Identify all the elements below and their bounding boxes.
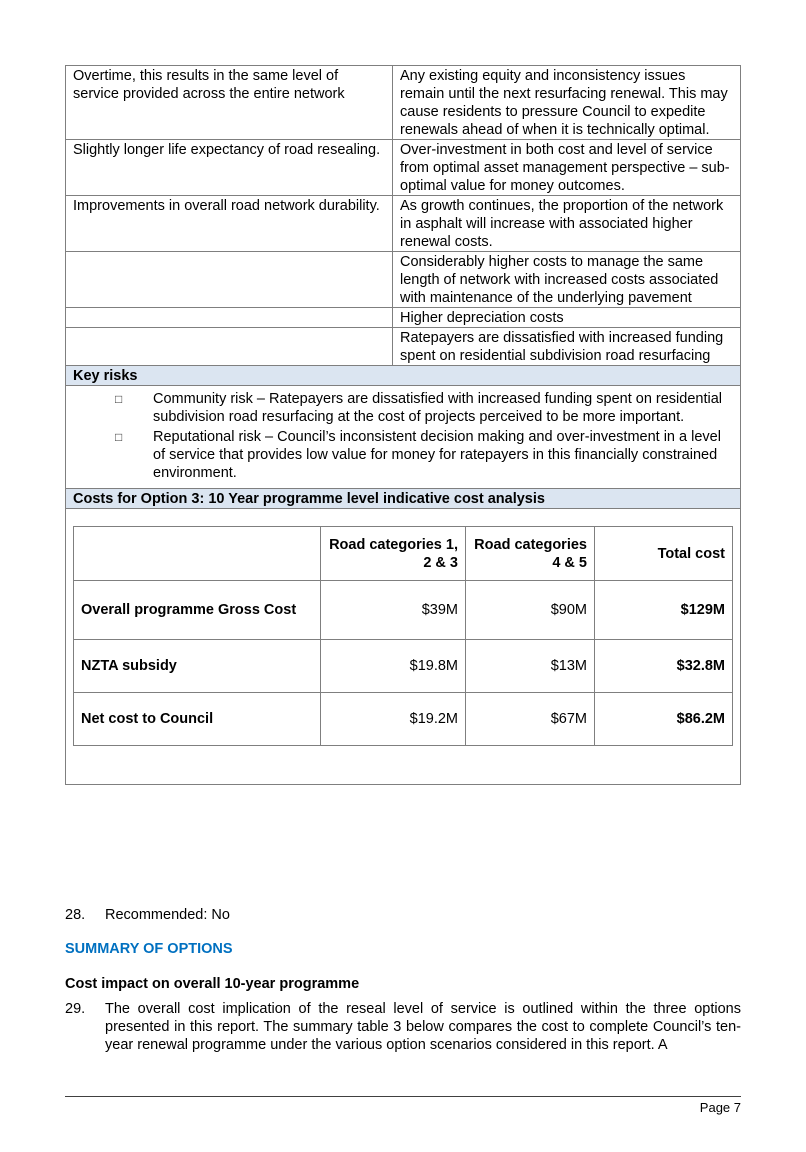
subheading: Cost impact on overall 10-year programme (65, 976, 360, 992)
cost-header-cat123: Road categories 1, 2 & 3 (321, 527, 466, 581)
cost-row-label: NZTA subsidy (74, 640, 321, 693)
cost-cat123: $19.2M (321, 693, 466, 746)
footer-divider (65, 1096, 741, 1097)
cost-cat45: $90M (466, 581, 595, 640)
risk-text: Reputational risk – Council’s inconsistent decision making and over-investment in a level of service that provides low value for money for ratepayers in this financially constrained environment. (153, 429, 721, 481)
con-cell: As growth continues, the proportion of the network in asphalt will increase with associated higher renewal costs. (393, 196, 741, 252)
cost-cat123: $39M (321, 581, 466, 640)
con-cell: Higher depreciation costs (393, 308, 741, 328)
pro-cell (66, 308, 393, 328)
cost-row-label: Overall programme Gross Cost (74, 581, 321, 640)
con-cell: Ratepayers are dissatisfied with increased funding spent on residential subdivision road resurfacing (393, 328, 741, 366)
cost-header-total: Total cost (595, 527, 733, 581)
comparison-row (66, 328, 741, 366)
costs-row (66, 509, 741, 785)
section-heading: SUMMARY OF OPTIONS (65, 941, 233, 957)
key-risks-header-row (66, 366, 741, 386)
costs-cell (66, 509, 741, 785)
cost-total: $129M (595, 581, 733, 640)
pro-cell: Overtime, this results in the same level of service provided across the entire network (66, 66, 393, 140)
paragraph-number: 28. (65, 907, 86, 923)
cost-header-blank (74, 527, 321, 581)
cost-cat123: $19.8M (321, 640, 466, 693)
page-number: Page 7 (699, 1100, 741, 1115)
option-3-table (65, 65, 741, 785)
cost-table-header (74, 527, 733, 581)
recommendation-line (65, 906, 741, 924)
comparison-row (66, 308, 741, 328)
cost-analysis-table (73, 526, 733, 746)
bullet-placeholder-icon: □ (115, 392, 123, 406)
pro-cell: Improvements in overall road network durability. (66, 196, 393, 252)
costs-header-row (66, 489, 741, 509)
paragraph-29 (65, 1000, 741, 1054)
comparison-row (66, 196, 741, 252)
key-risks-heading: Key risks (66, 366, 741, 386)
pro-cell: Slightly longer life expectancy of road resealing. (66, 140, 393, 196)
comparison-row (66, 140, 741, 196)
cost-table-row (74, 640, 733, 693)
cost-table-row (74, 581, 733, 640)
comparison-row (66, 66, 741, 140)
comparison-row (66, 252, 741, 308)
costs-heading: Costs for Option 3: 10 Year programme level indicative cost analysis (66, 489, 741, 509)
cost-cat45: $13M (466, 640, 595, 693)
cost-cat45: $67M (466, 693, 595, 746)
risk-item (73, 428, 733, 482)
cost-total: $32.8M (595, 640, 733, 693)
pro-cell (66, 328, 393, 366)
paragraph-number: 29. (65, 1001, 86, 1017)
cost-table-row (74, 693, 733, 746)
cost-row-label: Net cost to Council (74, 693, 321, 746)
con-cell: Considerably higher costs to manage the same length of network with increased costs associated with maintenance of the underlying pavement (393, 252, 741, 308)
cost-header-cat45: Road categories 4 & 5 (466, 527, 595, 581)
risk-item (73, 390, 733, 426)
paragraph-text: The overall cost implication of the reseal level of service is outlined within the three options presented in this report. The summary table 3 below compares the cost to complete Council’s ten-year renewal programme under the various option scenarios considered in this report. A (105, 1001, 741, 1053)
con-cell: Any existing equity and inconsistency issues remain until the next resurfacing renewal. This may cause residents to pressure Council to expedite renewals ahead of when it is technically optimal. (393, 66, 741, 140)
recommendation-text: Recommended: No (105, 907, 230, 923)
pro-cell (66, 252, 393, 308)
key-risks-list (66, 386, 741, 489)
cost-total: $86.2M (595, 693, 733, 746)
key-risks-row (66, 386, 741, 489)
bullet-placeholder-icon: □ (115, 430, 123, 444)
risk-text: Community risk – Ratepayers are dissatisfied with increased funding spent on residential subdivision road resurfacing at the cost of projects perceived to be more important. (153, 391, 723, 425)
con-cell: Over-investment in both cost and level of service from optimal asset management perspective – sub-optimal value for money outcomes. (393, 140, 741, 196)
